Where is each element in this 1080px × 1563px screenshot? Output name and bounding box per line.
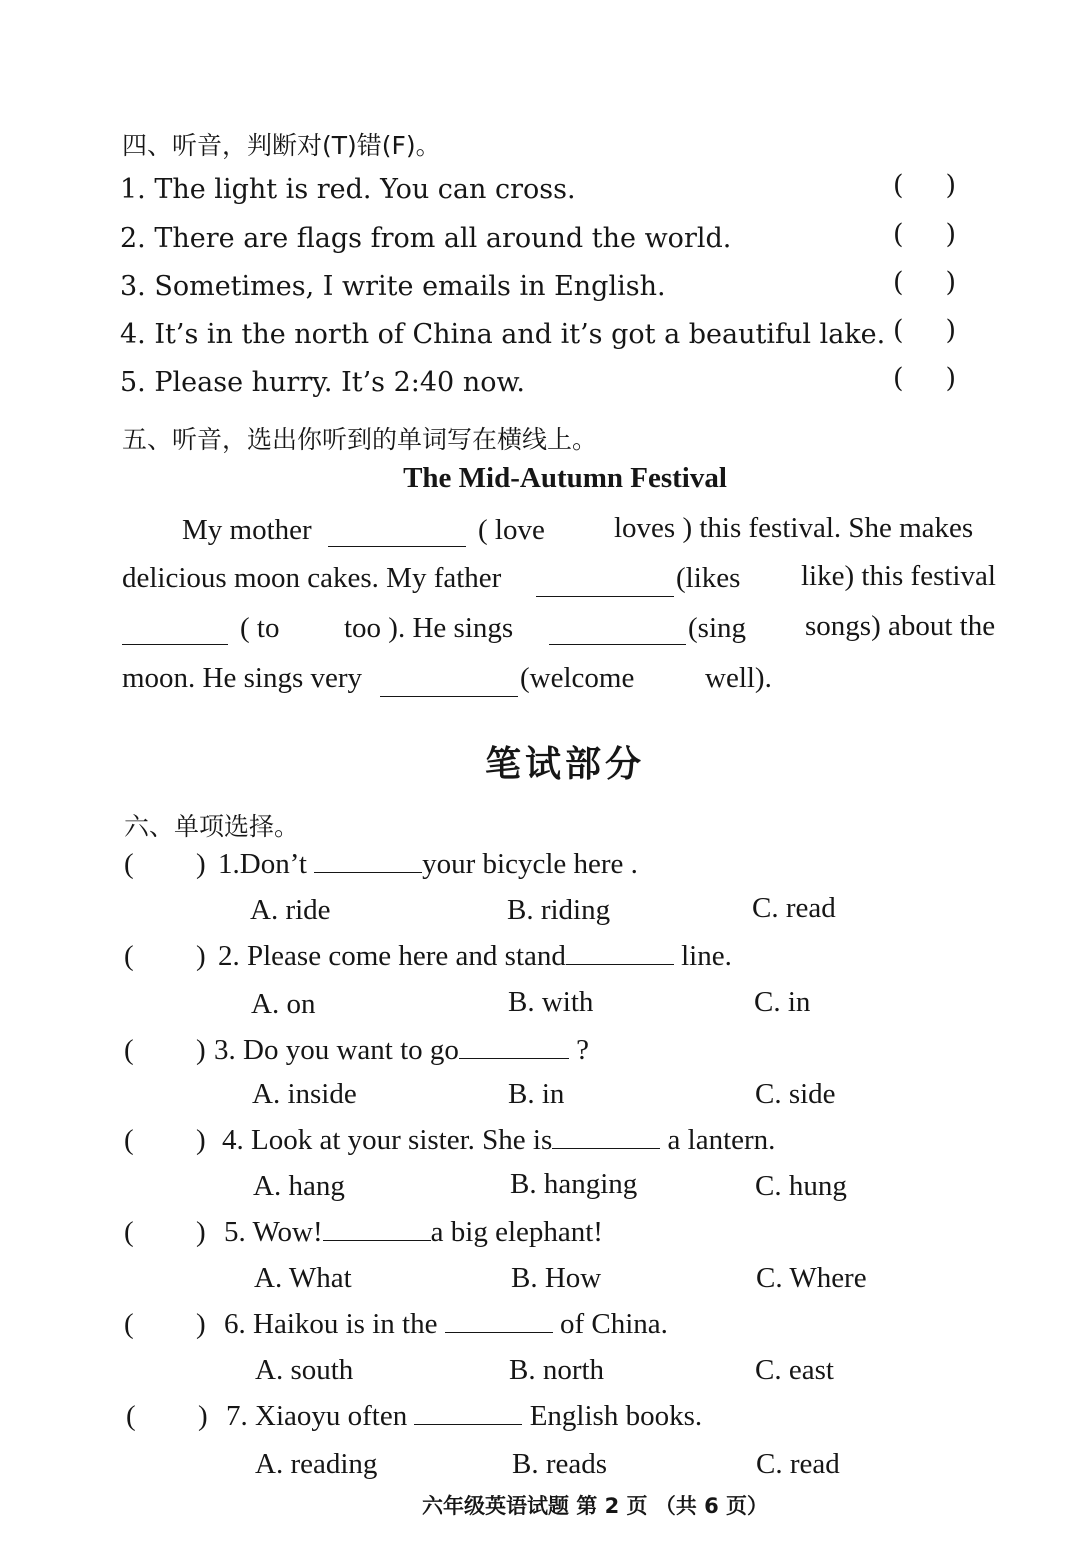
answer-blank[interactable] [380, 674, 518, 697]
tf-item-1: 1. The light is red. You can cross. [120, 174, 576, 205]
answer-paren[interactable]: ( [124, 1216, 134, 1248]
section-5-heading: 五、听音，选出你听到的单词写在横线上。 [122, 425, 598, 454]
option-b[interactable]: B. in [508, 1078, 565, 1110]
question-2: ( ) 2. Please come here and stand line. [124, 940, 732, 972]
page-footer: 六年级英语试题 第 2 页 （共 6 页） [421, 1494, 769, 1518]
answer-paren[interactable]: ( [124, 848, 134, 880]
option-a[interactable]: A. reading [255, 1448, 378, 1480]
passage-text: My mother [182, 514, 312, 546]
option-c[interactable]: C. read [752, 892, 836, 924]
tf-item-4: 4. It’s in the north of China and it’s got a beautiful lake. [120, 319, 886, 350]
option-c[interactable]: C. side [755, 1078, 836, 1110]
tf-answer-box-2[interactable]: ( ) [893, 219, 957, 250]
answer-blank[interactable] [549, 622, 686, 645]
answer-paren[interactable]: ( [124, 940, 134, 972]
answer-blank[interactable] [459, 1036, 569, 1059]
passage-text: moon. He sings very [122, 662, 363, 694]
question-6: ( ) 6. Haikou is in the of China. [124, 1308, 668, 1340]
tf-answer-box-5[interactable]: ( ) [893, 363, 957, 394]
option-word: (sing [688, 612, 746, 644]
passage-title: The Mid-Autumn Festival [403, 462, 727, 494]
option-b[interactable]: B. hanging [510, 1168, 638, 1200]
answer-blank[interactable] [414, 1402, 522, 1425]
option-a[interactable]: A. south [255, 1354, 354, 1386]
written-section-title: 笔试部分 [484, 744, 645, 785]
question-5: ( ) 5. Wow! a big elephant! [124, 1216, 603, 1248]
answer-paren[interactable]: ( [124, 1124, 134, 1156]
option-c[interactable]: C. hung [755, 1170, 847, 1202]
question-1: ( ) 1.Don’t your bicycle here . [124, 848, 638, 880]
tf-answer-box-4[interactable]: ( ) [893, 315, 957, 346]
option-word: like) this festival [801, 560, 996, 592]
option-word: ( to [240, 612, 280, 644]
option-c[interactable]: C. east [755, 1354, 834, 1386]
answer-blank[interactable] [328, 524, 466, 547]
option-word: well). [705, 662, 772, 694]
option-word: too ). He sings [344, 612, 514, 644]
answer-blank[interactable] [552, 1126, 660, 1149]
section-4-heading: 四、听音，判断对(T)错(F)。 [122, 131, 441, 160]
answer-blank[interactable] [536, 574, 674, 597]
answer-paren[interactable]: ( [124, 1034, 134, 1066]
answer-blank[interactable] [314, 850, 422, 873]
tf-item-3: 3. Sometimes, I write emails in English. [120, 271, 666, 302]
option-b[interactable]: B. riding [507, 894, 611, 926]
option-a[interactable]: A. What [254, 1262, 352, 1294]
answer-blank[interactable] [323, 1218, 431, 1241]
option-c[interactable]: C. read [756, 1448, 840, 1480]
question-4: ( ) 4. Look at your sister. She is a lantern. [124, 1124, 776, 1156]
tf-item-2: 2. There are flags from all around the world. [120, 223, 732, 254]
option-word: ( love [478, 514, 545, 546]
option-word: loves ) this festival. She makes [614, 512, 974, 544]
tf-item-5: 5. Please hurry. It’s 2:40 now. [120, 367, 525, 398]
answer-blank[interactable] [122, 622, 228, 645]
option-a[interactable]: A. hang [253, 1170, 345, 1202]
option-c[interactable]: C. Where [756, 1262, 867, 1294]
answer-blank[interactable] [445, 1310, 553, 1333]
option-a[interactable]: A. inside [252, 1078, 357, 1110]
option-word: songs) about the [805, 610, 996, 642]
tf-answer-box-3[interactable]: ( ) [893, 267, 957, 298]
section-6-heading: 六、单项选择。 [124, 812, 300, 841]
option-c[interactable]: C. in [754, 986, 811, 1018]
answer-paren[interactable]: ( [124, 1308, 134, 1340]
answer-paren[interactable]: ( [126, 1400, 136, 1432]
option-a[interactable]: A. on [251, 988, 316, 1020]
answer-blank[interactable] [566, 942, 674, 965]
option-word: (welcome [520, 662, 635, 694]
option-b[interactable]: B. reads [512, 1448, 608, 1480]
question-3: ( ) 3. Do you want to go ? [124, 1034, 589, 1066]
option-a[interactable]: A. ride [250, 894, 331, 926]
question-7: ( ) 7. Xiaoyu often English books. [126, 1400, 703, 1432]
option-b[interactable]: B. How [511, 1262, 602, 1294]
option-b[interactable]: B. with [508, 986, 594, 1018]
tf-answer-box-1[interactable]: ( ) [893, 170, 957, 201]
option-word: (likes [676, 562, 741, 594]
passage-text: delicious moon cakes. My father [122, 562, 502, 594]
option-b[interactable]: B. north [509, 1354, 605, 1386]
